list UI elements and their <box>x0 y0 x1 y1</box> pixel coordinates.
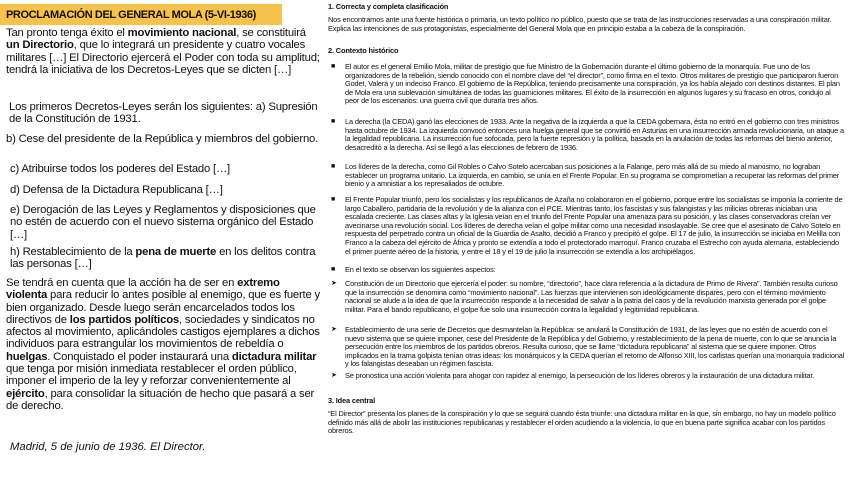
bullet-icon: ■ <box>331 196 336 203</box>
source-text-panel <box>0 0 322 477</box>
list-item: ■ El autor es el general Emilio Mola, militar de prestigio que fue Ministro de la Gobernación durante el último gobierno de la monarquía. Fue uno de los organizadores de la rebelión, siendo conocido con el nombre clave del “el director”, como firma en el texto. Otros militares de prestigio que participaron fueron Godet, Valera y un indeciso Franco. El gobierno de la República, teniendo precisamente una conspiración, ya los había alejado con destinos distantes. El plan de Mola era una sublevación simultánea de todas las guarniciones militares. El éxito de la insurrección en algunos lugares y su fracaso en otros, condujo al peor de los escenarios: una guerra civil que duraría tres años. <box>331 62 840 106</box>
paragraph-accion-violenta: Se tendrá en cuenta que la acción ha de ser en extremo violenta para reducir lo antes posible al enemigo, que es fuerte y bien organizado. Desde luego serán encarcelados todos los directivos de los partidos políticos, sociedades y sindicatos no afectos al movimiento, aplicándoles castigos ejemplares a dichos individuos para estrangular los movimientos de rebeldía o huelgas. Conquistado el poder instaurará una dictadura militar que tenga por misión inmediata restablecer el orden público, imponer el imperio de la ley y reforzar convenientemente al ejército, para consolidar la situación de hecho que pasará a ser de derecho. <box>6 277 320 412</box>
bullet-icon: ■ <box>331 63 336 70</box>
paragraph-directorio: Tan pronto tenga éxito el movimiento nacional, se constituirá un Directorio, que lo integrará un presidente y cuatro vocales militares […] El Directorio ejercerá el Poder con toda su amplitud; tendrá la iniciativa de los Decretos-Leyes que se dicten […] <box>6 27 320 76</box>
arrow-bullet-icon: ➤ <box>331 326 337 333</box>
heading-clasificacion: 1. Correcta y completa clasificación <box>328 2 449 11</box>
list-item: ■ La derecha (la CEDA) ganó las elecciones de 1933. Ante la negativa de la izquierda a que la CEDA gobernara, ésta no entró en el gobierno con tres ministros hasta octubre de 1934. La izquierda convocó entonces una huelga general que se convirtió en Asturias en una insurrección armada revolucionaria, un ataque a la legalidad republicana. La insurrección fue sofocada, pero la fuerte represión y la política, basada en la anulación de todas las reformas del bienio anterior, desacreditó a la derecha. Así se llegó a las elecciones de febrero de 1936. <box>331 117 844 152</box>
heading-idea-central: 3. Idea central <box>328 396 376 405</box>
list-item: ■ El Frente Popular triunfó, pero los socialistas y los republicanos de Azaña no colaboraron en el gobierno, porque entre los socialistas se imponía la corriente de largo Caballero, partidaria de la revolución y de la alianza con el PCE. Mientras tanto, los fascistas y sus falangistas y las milicias obreras iniciaban una escalada creciente. Las clases altas y la Iglesia veían en el triunfo del Frente Popular una amenaza para su posición, y las clases conservadoras creían ver avecinarse una revolución social. Los líderes de derecha veían el golpe militar como una necesidad insoslayable. Se cree que el asesinato de Calvo Sotelo en respuesta del perpetrado contra un oficial de la Guardia de Asalto, decidió a Franco y precipitó el golpe. El 17 de julio, la insurrección se iniciaba en Melilla con Franco a la cabeza del ejército de África y pronto se extendía a todo el protectorado marroquí. Franco cruzaba el Estrecho con ayuda alemana, estableciendo el primer puente aéreo de la historia, y entre el 18 y el 19 de julio la insurrección se extendía a los archipiélagos. <box>331 195 843 256</box>
paragraph-idea-central: “El Director” presenta los planes de la conspiración y lo que se seguirá cuando ésta triunfe: una dictadura militar en la que, sin embargo, no hay un modelo político definido más allá de abolir las instituciones republicanas y restablecer el orden acudiendo a la violencia, lo que en buena parte significa acabar con los partidos obreros. <box>328 409 836 436</box>
paragraph-clasificacion: Nos encontramos ante una fuente histórica o primaria, un texto político no público, puesto que se trata de las instrucciones reservadas a una conspiración militar. Explica las intenciones de sus protagonistas, especialmente del General Mola que en principio estaba a la cabeza de la conspiración. <box>328 15 832 33</box>
list-item: ■ Los líderes de la derecha, como Gil Robles o Calvo Sotelo acercaban sus posiciones a la Falange, pero más allá de su miedo al marxismo, no lograban establecer un programa unitario. La izquierda, en cambio, se unía en el Frente Popular. En su programa se comprometían a recuperar las reformas del primer bienio y a amnistiar a los represaliados de octubre. <box>331 162 840 189</box>
list-item: ➤ Establecimiento de una serie de Decretos que desmantelan la República: se anulará la Constitución de 1931, de las leyes que no estén de acuerdo con el nuevo sistema que se quiere imponer, cese del Presidente de la República y del Gobierno, y restablecimiento de la pena de muerte, con lo que se anuncia la persecución entre los miembros de los partidos obreros. Resulta curioso, que se llame “dictadura republicana” al sistema que se quiere imponer. Otros implicados en la trama golpista tenían otras ideas: los monárquicos y la CEDA querían el retorno de Alfonso XIII, los carlistas querían una monarquía tradicional y los falangistas deseaban un régimen fascista. <box>331 325 845 369</box>
heading-contexto: 2. Contexto histórico <box>328 46 399 55</box>
list-item: ➤ Constitución de un Directorio que ejercería el poder: su nombre, “directorio”, hace clara referencia a la dictadura de Primo de Rivera”. También resulta curioso que la insurrección se denomina como “movimiento nacional”. Las fuerzas que intervienen son ideológicamente dispares, pero con el término movimiento nacional se alude a la idea de que la insurrección responde a la necesidad de salvar a la patria del caos y de la revolución marxista generada por el golpe militar. Para el bando republicano, el golpe fue solo una insurrección contra la legalidad y legitimidad republicana. <box>331 279 838 314</box>
commentary-panel <box>328 0 848 477</box>
bullet-icon: ■ <box>331 118 336 125</box>
list-item: ■ En el texto se observan los siguientes aspectos: <box>331 265 496 274</box>
bullet-icon: ■ <box>331 163 336 170</box>
paragraph-poderes: c) Atribuirse todos los poderes del Estado […] <box>10 163 230 175</box>
paragraph-derogacion: e) Derogación de las Leyes y Reglamentos y disposiciones que no estén de acuerdo con el nuevo sistema orgánico del Estado […] <box>10 204 316 241</box>
arrow-bullet-icon: ➤ <box>331 372 337 379</box>
arrow-bullet-icon: ➤ <box>331 280 337 287</box>
bullet-icon: ■ <box>331 266 336 273</box>
paragraph-pena-muerte: h) Restablecimiento de la pena de muerte en los delitos contra las personas […] <box>10 246 316 271</box>
document-title: PROCLAMACIÓN DEL GENERAL MOLA (5-VI-1936) <box>6 9 256 21</box>
list-item: ➤ Se pronostica una acción violenta para ahogar con rapidez al enemigo, la persecución de los líderes obreros y la instauración de una dictadura militar. <box>331 371 815 380</box>
paragraph-dictadura: d) Defensa de la Dictadura Republicana […] <box>10 184 223 196</box>
paragraph-cese: b) Cese del presidente de la República y miembros del gobierno. <box>6 133 319 145</box>
paragraph-decretos: Los primeros Decretos-Leyes serán los siguientes: a) Supresión de la Constitución de 1931. <box>9 101 318 126</box>
signature: Madrid, 5 de junio de 1936. El Director. <box>10 441 206 453</box>
